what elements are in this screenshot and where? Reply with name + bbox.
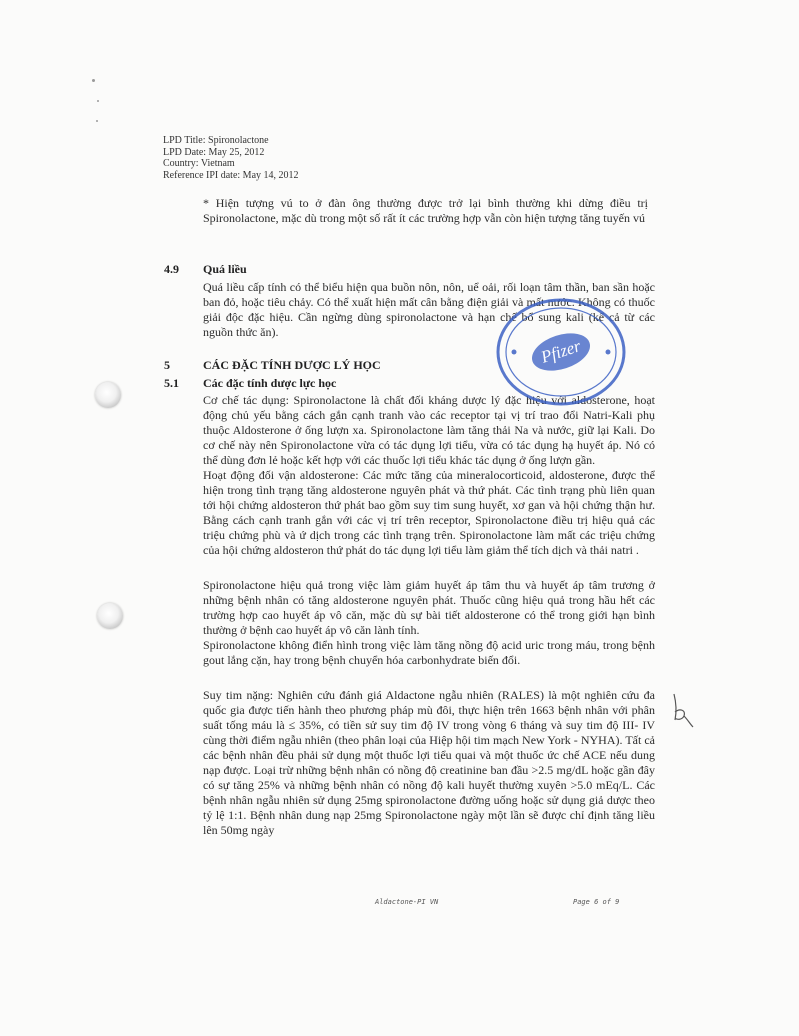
handwritten-signature [668,690,698,730]
pfizer-stamp [494,295,629,410]
section-5-1-body [203,393,655,838]
stamp-logo-text: Pfizer [538,336,584,367]
heart-failure-paragraph: Suy tim nặng: Nghiên cứu đánh giá Aldactone ngẫu nhiên (RALES) là một nghiên cứu đa quốc gia được tiến hành theo phương pháp mù đôi, thực hiện trên 1663 bệnh nhân với phân suất tống máu là ≤ 35%, có tiền sử suy tim độ IV trong vòng 6 tháng và suy tim độ III- IV cùng thời điểm ngẫu nhiên (theo phân loại của Hiệp hội tim mạch New York - NYHA). Tất cả các bệnh nhân đều phải sử dụng một thuốc lợi tiểu quai và một thuốc ức chế ACE nếu dung nạp được. Loại trừ những bệnh nhân có nồng độ creatinine ban đầu >2.5 mg/dL hoặc gần đây có sự tăng 25% và những bệnh nhân có nồng độ kali huyết thường xuyên >5.0 mEq/L. Các bệnh nhân ngẫu nhiên sử dụng 25mg spironolactone đường uống hoặc sử dụng giả dược theo tỷ lệ 1:1. Bệnh nhân dung nạp 25mg Spironolactone ngày một lần sẽ được chỉ định tăng liều lên 50mg ngày [203,688,655,837]
lpd-title: LPD Title: Spironolactone [163,135,269,146]
punch-hole-top [95,382,121,408]
document-header [163,135,299,181]
lpd-date: LPD Date: May 25, 2012 [163,146,265,158]
country: Country: Vietnam [163,158,235,169]
scan-speck [92,79,95,82]
section-5-title: CÁC ĐẶC TÍNH DƯỢC LÝ HỌC [203,358,381,372]
section-5-1-title: Các đặc tính dược lực học [203,376,337,390]
footer-page-number: Page 6 of 9 [573,898,620,906]
footer-document-name: Aldactone-PI VN [375,898,439,906]
overdose-text: Quá liều cấp tính có thể biểu hiện qua buồn nôn, nôn, uể oải, rối loạn tâm thần, ban sần hoặc ban đỏ, hoặc tiêu chảy. Có thể xuất hiện mất cân bằng điện giải và mất nước. Không có thuốc giải độc đặc hiệu. Cần ngừng dùng spironolactone và hạn chế bổ sung kali (kể cả từ các nguồn thức ăn). [203,280,655,339]
section-5-1-number: 5.1 [164,376,179,390]
intro-text: * Hiện tượng vú to ở đàn ông thường được trở lại bình thường khi dừng điều trị Spironolactone, mặc dù trong một số rất ít các trường hợp vẫn còn hiện tượng tăng tuyến vú [203,196,648,225]
aldosterone-antagonism-paragraph: Hoạt động đối vận aldosterone: Các mức tăng của mineralocorticoid, aldosterone, được thể hiện trong tình trạng tăng aldosterone nguyên phát và thứ phát. Các tình trạng phù liên quan tới hội chứng aldosteron thứ phát bao gồm suy tim sung huyết, xơ gan và hội chứng thận hư. Bằng cách cạnh tranh gắn với các vị trí trên receptor, Spironolactone điều trị hiệu quả các triệu chứng phù và ứ dịch trong các tình trạng trên. Spironolactone làm mất các triệu chứng của hội chứng aldosteron thứ phát do tác dụng lợi tiểu làm giảm thể tích dịch và thải natri . [203,468,655,557]
scan-speck [97,100,99,102]
hypertension-paragraph: Spironolactone hiệu quả trong việc làm giảm huyết áp tâm thu và huyết áp tâm trương ở những bệnh nhân có tăng aldosterone nguyên phát. Thuốc cũng hiệu quả trong hầu hết các trường hợp cao huyết áp vô căn, mặc dù sự bài tiết aldosterone có thể trong giới hạn bình thường ở bệnh cao huyết áp vô căn lành tính. [203,578,655,637]
section-5-number: 5 [164,358,170,372]
uric-acid-paragraph: Spironolactone không điển hình trong việc làm tăng nồng độ acid uric trong máu, trong bệnh gout lắng cặn, hay trong bệnh chuyển hóa carbonhydrate biến đổi. [203,638,655,667]
intro-paragraph [203,196,648,226]
section-4-9-number: 4.9 [164,262,179,276]
mechanism-paragraph: Cơ chế tác dụng: Spironolactone là chất đối kháng dược lý đặc hiệu với aldosterone, hoạt động chủ yếu bằng cách gắn cạnh tranh vào các receptor tại vị trí trao đổi Natri-Kali phụ thuộc Aldosterone ở ống lượn xa. Spironolactone làm tăng thải Na và nước, giữ lại Kali. Do cơ chế này nên Spironolactone vừa có tác dụng lợi tiểu, vừa có tác dụng hạ huyết áp. Nó có thể dùng đơn lẻ hoặc kết hợp với các thuốc lợi tiểu khác tác dụng ở ống lượn gần. [203,393,655,467]
punch-hole-bottom [97,603,123,629]
section-4-9-title: Quá liều [203,262,247,276]
scan-speck [96,120,98,122]
reference-ipi-date: Reference IPI date: May 14, 2012 [163,169,299,181]
